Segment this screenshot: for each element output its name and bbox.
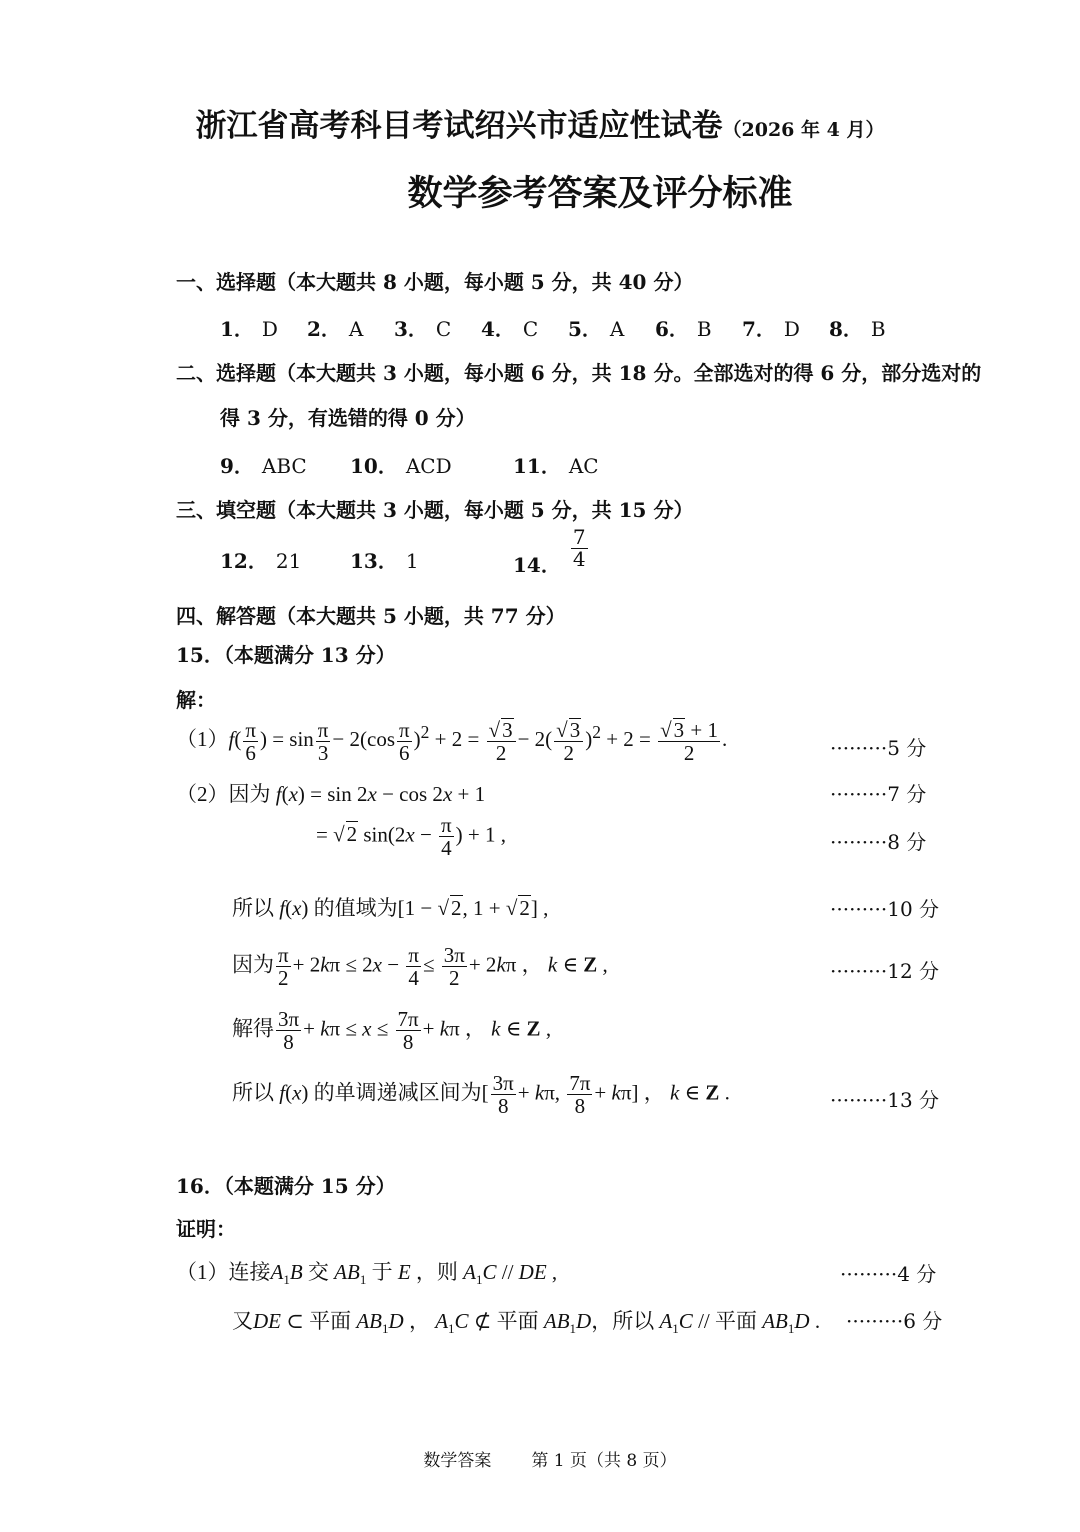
q15-part1-formula: （1）f( $\frac{\pi}{6}$ ) = sin $\frac{\pi}{3}$ − 2(cos $\frac{\pi}{6}$ )$^2$ + 2 = $\frac{√3}{2}$ − 2( $\frac{√3}{2}$ )$^2$ + 2 = $\frac{√3 + 1}{2}$ . — [176, 717, 728, 766]
section2-heading-line2: 得 3 分，有选错的得 0 分） — [220, 406, 476, 430]
title-text: 浙江省高考科目考试绍兴市适应性试卷 — [195, 108, 723, 144]
answer-item: 10． ACD — [350, 454, 452, 478]
answer-item: 6． B — [655, 317, 712, 341]
score-label: ·········12 分 — [830, 959, 940, 983]
section3-heading: 三、填空题（本大题共 3 小题，每小题 5 分，共 15 分） — [176, 498, 694, 522]
q15-solve-line: 解得 $\frac{3\pi}{8}$ + kπ ≤ x ≤ $\frac{7\pi}{8}$ + kπ ， k ∈ Z , — [232, 1007, 552, 1055]
score-label: ·········10 分 — [830, 897, 940, 921]
answer-item: 13． 1 — [350, 549, 419, 573]
q15-range-line: 所以 f(x) 的值域为[1 − √2, 1 + √2] , — [232, 896, 549, 920]
q15-interval-line: 所以 f(x) 的单调递减区间为[ $\frac{3\pi}{8}$ + kπ, $\frac{7\pi}{8}$ + kπ] ， k ∈ Z . — [232, 1071, 730, 1119]
answer-item: 4． C — [481, 317, 539, 341]
q15-part2-line1: （2）因为 f(x) = sin 2x − cos 2x + 1 — [176, 782, 486, 806]
page-footer — [0, 1446, 1080, 1471]
answer-item: 3． C — [394, 317, 452, 341]
score-label: ·········8 分 — [830, 830, 927, 854]
q16-part1-line2: 又DE ⊂ 平面 $AB_1D$ ， $A_1C$ ⊄ 平面 $AB_1D$，所以 $A_1C$ // 平面 $AB_1D$ . — [232, 1309, 821, 1337]
score-label: ·········5 分 — [830, 736, 927, 760]
answer-item: 8． B — [829, 317, 886, 341]
section2-heading-line1: 二、选择题（本大题共 3 小题，每小题 6 分，共 18 分。全部选对的得 6 分，部分选对的 — [176, 361, 982, 385]
answer-item: 11． AC — [513, 454, 599, 478]
answer-item: 5． A — [568, 317, 625, 341]
score-label: ·········6 分 — [846, 1309, 943, 1333]
fraction: $\frac{7}{4}$ — [572, 525, 586, 571]
q16-heading: 16．（本题满分 15 分） — [176, 1174, 396, 1198]
footer-subject: 数学答案 — [423, 1451, 492, 1471]
score-label: ·········4 分 — [840, 1262, 937, 1286]
q16-label: 证明： — [176, 1217, 236, 1241]
q15-heading: 15．（本题满分 13 分） — [176, 643, 396, 667]
page-subtitle: 数学参考答案及评分标准 — [407, 173, 793, 214]
score-label: ·········7 分 — [830, 782, 927, 806]
section1-heading: 一、选择题（本大题共 8 小题，每小题 5 分，共 40 分） — [176, 270, 694, 294]
answer-item: 12． 21 — [220, 549, 302, 573]
q16-part1-line1: （1）连接$A_1B$ 交 $AB_1$ 于 E ，则 $A_1C$ // DE , — [176, 1260, 558, 1288]
page-title — [0, 100, 1080, 145]
answer-item: 1． D — [220, 317, 278, 341]
answer-item: 7． D — [742, 317, 800, 341]
answer-item: 2． A — [307, 317, 364, 341]
q15-inequality-line: 因为 $\frac{\pi}{2}$ + 2kπ ≤ 2x − $\frac{\pi}{4}$ ≤ $\frac{3\pi}{2}$ + 2kπ ， k ∈ Z , — [232, 943, 608, 991]
answer-item: 9． ABC — [220, 454, 307, 478]
q15-part2-line2: = √2 sin(2x − $\frac{\pi}{4}$ ) + 1 , — [316, 813, 506, 861]
footer-page: 第 1 页（共 8 页） — [531, 1451, 677, 1471]
title-date: （2026 年 4 月） — [722, 119, 885, 141]
q15-label: 解： — [176, 688, 216, 712]
section4-heading: 四、解答题（本大题共 5 小题，共 77 分） — [176, 604, 566, 628]
score-label: ·········13 分 — [830, 1088, 940, 1112]
answer-item: 14． $\frac{7}{4}$ — [513, 525, 586, 577]
